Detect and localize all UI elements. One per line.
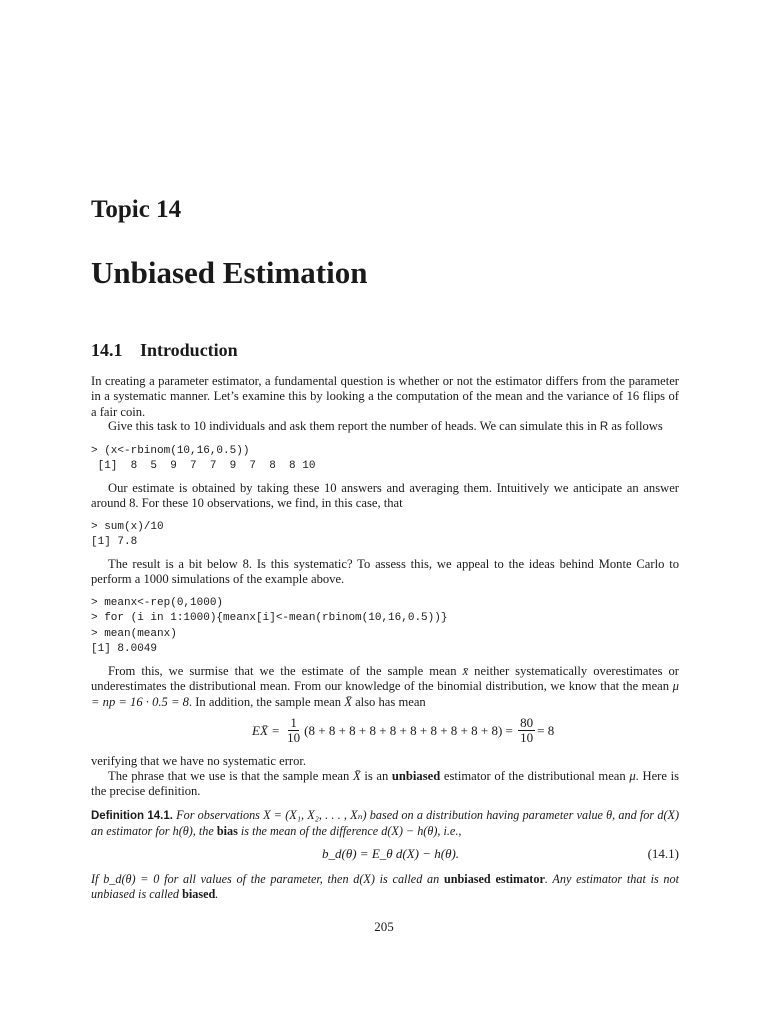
definition-continuation: If b_d(θ) = 0 for all values of the parameter, then d(X) is called an unbiased estimator. Any estimator that is not unbiased is called biased.	[91, 872, 680, 902]
page-number: 205	[374, 919, 394, 934]
verify-paragraph: verifying that we have no systematic error.	[91, 754, 307, 768]
simulation-paragraph: Give this task to 10 individuals and ask them report the number of heads. We can simulate this in R as follows	[108, 419, 663, 433]
section-title: Introduction	[140, 340, 238, 360]
monte-carlo-paragraph: The result is a bit below 8. Is this systematic? To assess this, we appeal to the ideas behind Monte Carlo to perform a 1000 simulations of the example above.	[91, 557, 679, 587]
chapter-title: Unbiased Estimation	[91, 255, 368, 290]
bias-formula: b_d(θ) = E_θ d(X) − h(θ).	[322, 846, 460, 861]
term-bias: bias	[216, 824, 238, 839]
equation-expected-mean: EX̄ = $\frac{1}{10}$ (8 + 8 + 8 + 8 + 8 + 8 + 8 + 8 + 8 + 8) = $\frac{80}{10}$ = 8	[252, 715, 555, 745]
topic-heading: Topic 14	[91, 196, 182, 223]
definition-label: Definition 14.1.	[91, 810, 173, 822]
intro-paragraph: In creating a parameter estimator, a fundamental question is whether or not the estimator differs from the parameter in a systematic manner. Let’s examine this by looking a the computation of the mean and the variance of 16 flips of a fair coin.	[91, 374, 679, 419]
term-unbiased-estimator: unbiased estimator	[443, 872, 545, 886]
code-block-rbinom: > (x<-rbinom(10,16,0.5)) [1] 8 5 9 7 7 9 7 8 8 10	[91, 445, 316, 473]
mean-expression: μ = np = 16 · 0.5 = 8	[91, 679, 679, 709]
sample-mean-symbol: x̄	[462, 664, 469, 678]
section-heading	[91, 340, 238, 361]
fraction-eighty-tenths: $\frac{80}{10}$	[520, 715, 534, 745]
term-biased: biased	[182, 887, 216, 902]
code-block-meanx: > meanx<-rep(0,1000) > for (i in 1:1000){meanx[i]<-mean(rbinom(10,16,0.5))} > mean(meanx) [1] 8.0049	[91, 597, 448, 655]
section-number: 14.1	[91, 340, 123, 360]
fraction-one-tenth: $\frac{1}{10}$	[287, 715, 301, 745]
r-language-name: R	[599, 421, 609, 433]
sample-mean-symbol: X̄	[352, 769, 361, 783]
sample-mean-symbol: X̄	[344, 694, 352, 709]
equation-number: (14.1)	[647, 846, 679, 861]
estimate-paragraph: Our estimate is obtained by taking these 10 answers and averaging them. Intuitively we anticipate an answer around 8. For these 10 observations, we find, in this case, that	[91, 481, 679, 511]
surmise-paragraph: From this, we surmise that we the estimate of the sample mean x̄ neither systematically overestimates or underestimates the distributional mean. From our knowledge of the binomial distribution, we know that the mean μ = np = 16 · 0.5 = 8. In addition, the sample mean X̄ also has mean	[91, 664, 680, 709]
term-unbiased: unbiased	[391, 769, 441, 783]
definition-14-1: Definition 14.1. For observations X = (X₁, X₂, . . . , Xₙ) based on a distribution having parameter value θ, and for d(X) an estimator for h(θ), the bias is the mean of the difference d(X) − h(θ), i.e.,	[91, 808, 679, 839]
phrase-paragraph: The phrase that we use is that the sample mean X̄ is an unbiased estimator of the distributional mean μ. Here is the precise definition.	[91, 769, 679, 799]
code-block-sum: > sum(x)/10 [1] 7.8	[91, 521, 164, 549]
